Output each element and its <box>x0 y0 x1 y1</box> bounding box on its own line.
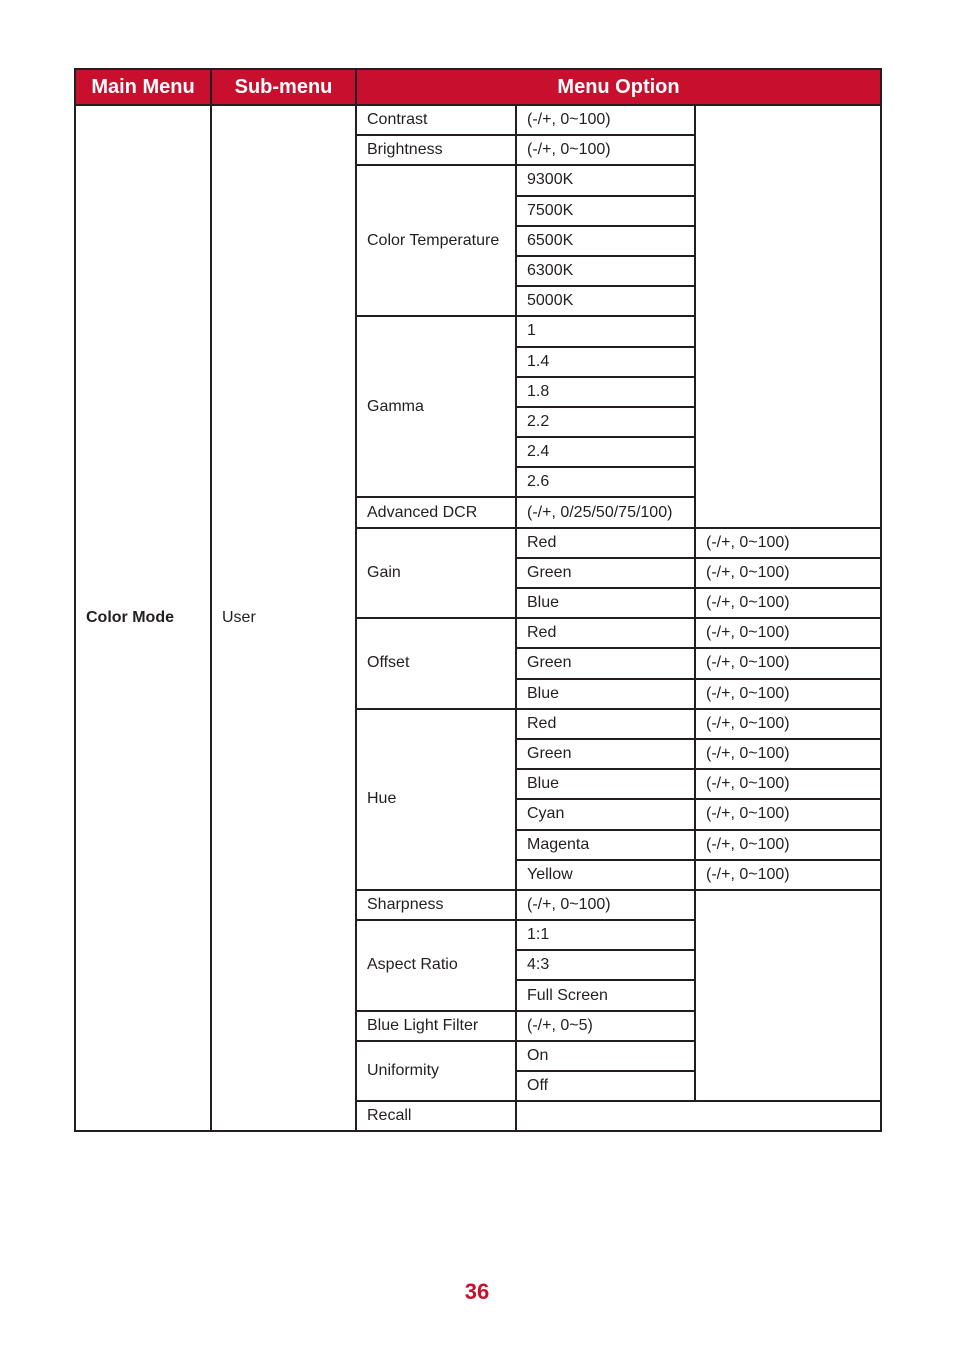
value-gamma: 2.4 <box>516 437 695 467</box>
hue-label: Red <box>516 709 695 739</box>
option-color-temperature: Color Temperature <box>356 165 516 316</box>
option-gamma: Gamma <box>356 316 516 497</box>
value-gamma: 1.8 <box>516 377 695 407</box>
sub-menu-cell: User <box>211 105 356 1131</box>
gain-value: (-/+, 0~100) <box>695 528 881 558</box>
header-menu-option: Menu Option <box>356 69 881 105</box>
gain-label: Green <box>516 558 695 588</box>
option-offset: Offset <box>356 618 516 709</box>
value-uniformity: Off <box>516 1071 695 1101</box>
value-color-temperature: 5000K <box>516 286 695 316</box>
value-blue-light-filter: (-/+, 0~5) <box>516 1011 695 1041</box>
page-number: 36 <box>464 1279 490 1304</box>
option-sharpness: Sharpness <box>356 890 516 920</box>
hue-value: (-/+, 0~100) <box>695 769 881 799</box>
value-aspect-ratio: 1:1 <box>516 920 695 950</box>
hue-label: Blue <box>516 769 695 799</box>
hue-value: (-/+, 0~100) <box>695 799 881 829</box>
value-uniformity: On <box>516 1041 695 1071</box>
value-color-temperature: 6300K <box>516 256 695 286</box>
gain-label: Blue <box>516 588 695 618</box>
option-advanced-dcr: Advanced DCR <box>356 497 516 527</box>
value-gamma: 1.4 <box>516 347 695 377</box>
hue-label: Magenta <box>516 830 695 860</box>
offset-label: Red <box>516 618 695 648</box>
value-aspect-ratio: Full Screen <box>516 980 695 1010</box>
value-color-temperature: 9300K <box>516 165 695 195</box>
value-brightness: (-/+, 0~100) <box>516 135 695 165</box>
menu-table <box>74 68 882 1132</box>
option-uniformity: Uniformity <box>356 1041 516 1101</box>
value-gamma: 2.2 <box>516 407 695 437</box>
main-menu-cell: Color Mode <box>75 105 211 1131</box>
hue-value: (-/+, 0~100) <box>695 860 881 890</box>
gain-value: (-/+, 0~100) <box>695 558 881 588</box>
value-aspect-ratio: 4:3 <box>516 950 695 980</box>
value-color-temperature: 7500K <box>516 196 695 226</box>
hue-label: Green <box>516 739 695 769</box>
hue-label: Yellow <box>516 860 695 890</box>
option-gain: Gain <box>356 528 516 619</box>
empty-cell <box>695 105 881 528</box>
option-contrast: Contrast <box>356 105 516 135</box>
offset-value: (-/+, 0~100) <box>695 648 881 678</box>
gain-value: (-/+, 0~100) <box>695 588 881 618</box>
offset-label: Green <box>516 648 695 678</box>
hue-value: (-/+, 0~100) <box>695 739 881 769</box>
option-hue: Hue <box>356 709 516 890</box>
option-recall: Recall <box>356 1101 516 1131</box>
empty-cell <box>516 1101 881 1131</box>
value-contrast: (-/+, 0~100) <box>516 105 695 135</box>
offset-value: (-/+, 0~100) <box>695 618 881 648</box>
offset-value: (-/+, 0~100) <box>695 679 881 709</box>
gain-label: Red <box>516 528 695 558</box>
value-advanced-dcr: (-/+, 0/25/50/75/100) <box>516 497 695 527</box>
value-gamma: 2.6 <box>516 467 695 497</box>
hue-value: (-/+, 0~100) <box>695 830 881 860</box>
offset-label: Blue <box>516 679 695 709</box>
header-row <box>75 69 881 105</box>
header-sub-menu: Sub-menu <box>211 69 356 105</box>
table-row <box>75 105 881 135</box>
value-gamma: 1 <box>516 316 695 346</box>
empty-cell <box>695 890 881 1101</box>
value-color-temperature: 6500K <box>516 226 695 256</box>
option-blue-light-filter: Blue Light Filter <box>356 1011 516 1041</box>
option-aspect-ratio: Aspect Ratio <box>356 920 516 1011</box>
header-main-menu: Main Menu <box>75 69 211 105</box>
hue-label: Cyan <box>516 799 695 829</box>
option-brightness: Brightness <box>356 135 516 165</box>
value-sharpness: (-/+, 0~100) <box>516 890 695 920</box>
hue-value: (-/+, 0~100) <box>695 709 881 739</box>
